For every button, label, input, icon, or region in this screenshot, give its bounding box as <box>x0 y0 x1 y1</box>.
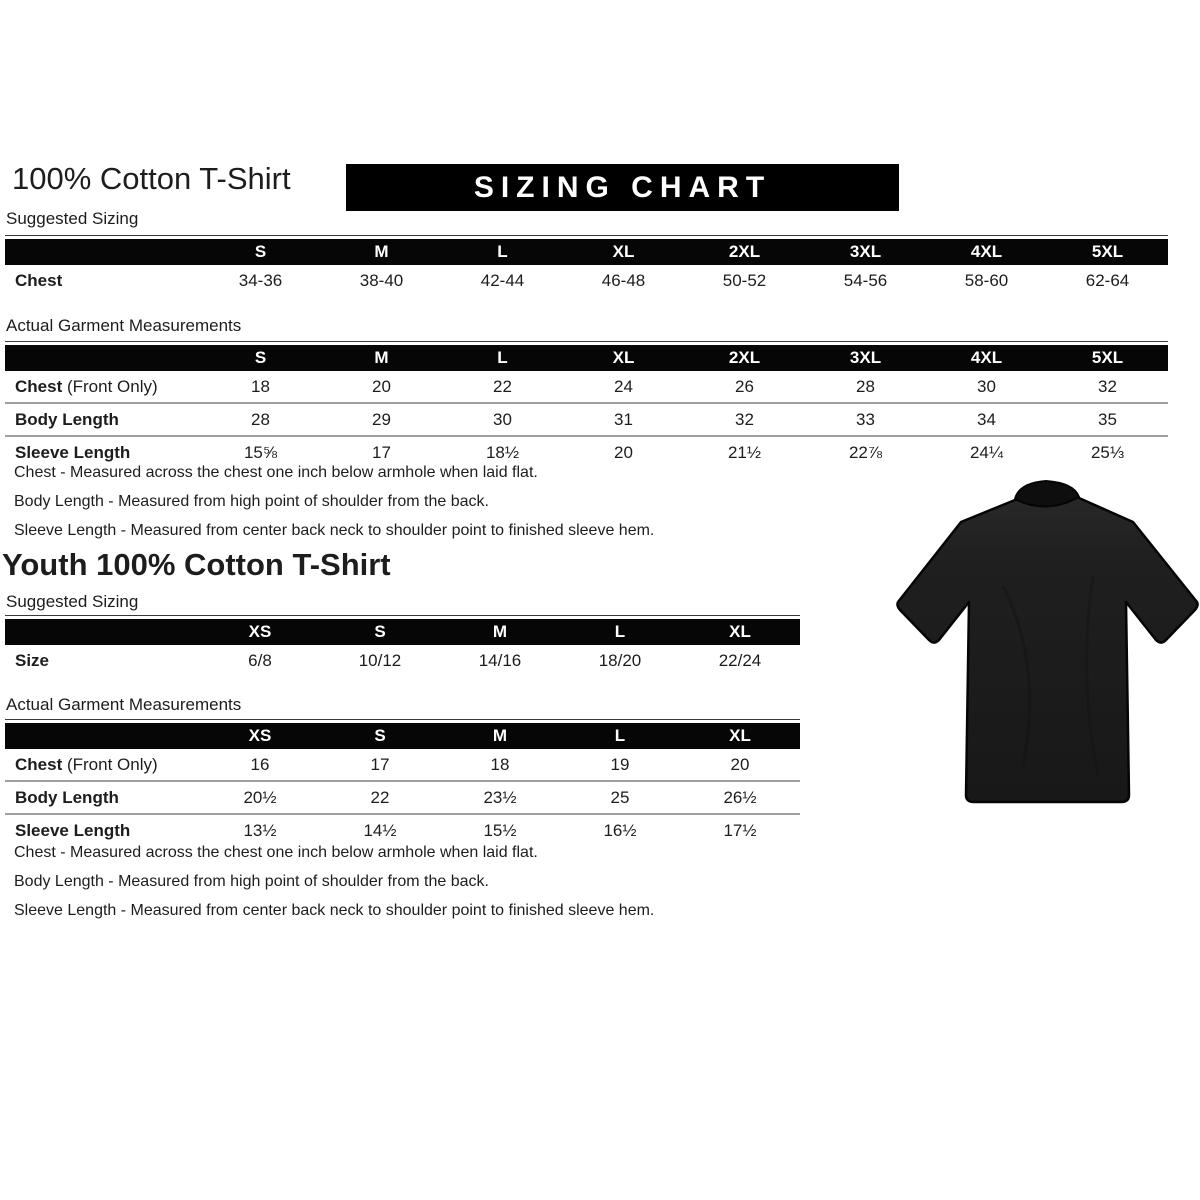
header-spacer <box>5 345 200 371</box>
size-header-cell: XL <box>729 622 751 641</box>
table-row <box>5 402 1168 435</box>
measurement-note: Sleeve Length - Measured from center back neck to shoulder point to finished sleeve hem. <box>14 902 655 919</box>
header-spacer <box>5 619 200 645</box>
table-row <box>5 645 800 676</box>
value-cell: 17½ <box>723 820 757 840</box>
header-spacer <box>5 723 200 749</box>
size-header-cell: M <box>374 242 389 261</box>
size-header-cell: 4XL <box>970 242 1003 261</box>
value-cell: 26½ <box>723 787 757 807</box>
adult-measurement-notes <box>14 463 654 550</box>
size-header-cell: L <box>497 242 508 261</box>
value-cell: 34-36 <box>238 270 283 290</box>
value-cell: 32 <box>1098 376 1117 396</box>
size-header-cell: M <box>374 348 389 367</box>
value-cell: 24 <box>614 376 633 396</box>
sizing-chart-banner <box>346 164 899 211</box>
value-cell: 18 <box>251 376 270 396</box>
value-cell: 17 <box>370 754 390 774</box>
value-cell: 15⅝ <box>243 442 278 462</box>
sizing-chart-banner-label: SIZING CHART <box>473 170 772 204</box>
value-cell: 16½ <box>603 820 637 840</box>
size-header-row <box>5 723 800 749</box>
size-header-cell: XS <box>248 726 272 745</box>
value-cell: 18 <box>490 754 510 774</box>
row-label: Chest (Front Only) <box>15 376 158 396</box>
value-cell: 22⅞ <box>848 442 883 462</box>
value-cell: 54-56 <box>843 270 888 290</box>
value-cell: 25 <box>610 787 630 807</box>
value-cell: 18/20 <box>598 650 642 670</box>
table-row <box>5 265 1168 296</box>
table-row <box>5 371 1168 402</box>
row-label: Sleeve Length <box>15 820 131 840</box>
youth-section-title: Youth 100% Cotton T-Shirt <box>2 547 391 582</box>
adult-suggested-sizing-label: Suggested Sizing <box>6 209 139 228</box>
measurement-note: Body Length - Measured from high point of shoulder from the back. <box>14 873 489 890</box>
value-cell: 18½ <box>485 442 520 462</box>
value-cell: 22 <box>493 376 512 396</box>
measurement-note: Sleeve Length - Measured from center back neck to shoulder point to finished sleeve hem. <box>14 522 655 539</box>
youth-garment-measurements-table <box>5 719 800 846</box>
size-header-cell: L <box>497 348 508 367</box>
row-label: Chest (Front Only) <box>15 754 158 774</box>
value-cell: 22/24 <box>718 650 762 670</box>
header-spacer <box>5 239 200 265</box>
size-header-row <box>5 345 1168 371</box>
youth-measurement-notes <box>14 843 654 930</box>
value-cell: 24¼ <box>969 442 1004 462</box>
value-cell: 20 <box>614 442 633 462</box>
table-row <box>5 813 800 846</box>
adult-section-title: 100% Cotton T-Shirt <box>12 161 291 196</box>
row-label: Body Length <box>15 409 119 429</box>
adult-garment-measurements-table <box>5 341 1168 468</box>
size-header-cell: XL <box>612 242 635 261</box>
value-cell: 38-40 <box>359 270 404 290</box>
size-header-cell: XL <box>729 726 751 745</box>
value-cell: 20 <box>372 376 391 396</box>
value-cell: 17 <box>372 442 391 462</box>
value-cell: 58-60 <box>964 270 1009 290</box>
black-tshirt-image <box>893 466 1200 814</box>
adult-suggested-sizing-table <box>5 235 1168 296</box>
value-cell: 25⅓ <box>1090 442 1125 462</box>
value-cell: 30 <box>493 409 512 429</box>
youth-suggested-sizing-table <box>5 615 800 676</box>
table-row <box>5 780 800 813</box>
size-header-cell: L <box>614 622 626 641</box>
measurement-note: Chest - Measured across the chest one inch below armhole when laid flat. <box>14 844 538 861</box>
value-cell: 34 <box>977 409 996 429</box>
size-header-cell: 4XL <box>970 348 1003 367</box>
value-cell: 6/8 <box>248 650 272 670</box>
size-header-cell: 5XL <box>1091 348 1124 367</box>
size-header-cell: S <box>254 242 267 261</box>
size-header-cell: XL <box>612 348 635 367</box>
table-row <box>5 749 800 780</box>
size-header-cell: S <box>374 622 386 641</box>
youth-garment-measurements-label: Actual Garment Measurements <box>6 695 242 714</box>
tshirt-illustration <box>893 466 1200 814</box>
tshirt-body <box>897 483 1197 802</box>
value-cell: 22 <box>370 787 390 807</box>
value-cell: 62-64 <box>1085 270 1130 290</box>
measurement-note: Chest - Measured across the chest one inch below armhole when laid flat. <box>14 464 538 481</box>
value-cell: 46-48 <box>601 270 646 290</box>
size-header-cell: 3XL <box>849 242 882 261</box>
value-cell: 20 <box>730 754 750 774</box>
value-cell: 10/12 <box>358 650 402 670</box>
row-label: Sleeve Length <box>15 442 131 462</box>
value-cell: 15½ <box>483 820 517 840</box>
size-header-cell: M <box>492 726 508 745</box>
value-cell: 28 <box>856 376 875 396</box>
size-header-cell: S <box>254 348 267 367</box>
row-label: Size <box>15 650 50 670</box>
value-cell: 42-44 <box>480 270 525 290</box>
value-cell: 32 <box>735 409 754 429</box>
youth-suggested-sizing-label: Suggested Sizing <box>6 592 139 611</box>
value-cell: 50-52 <box>722 270 767 290</box>
size-header-cell: L <box>614 726 626 745</box>
value-cell: 21½ <box>727 442 762 462</box>
size-header-row <box>5 239 1168 265</box>
value-cell: 16 <box>250 754 270 774</box>
value-cell: 29 <box>372 409 391 429</box>
size-header-cell: XS <box>248 622 272 641</box>
size-header-cell: 2XL <box>728 348 761 367</box>
value-cell: 35 <box>1098 409 1117 429</box>
value-cell: 23½ <box>483 787 517 807</box>
row-label: Body Length <box>15 787 119 807</box>
measurement-note: Body Length - Measured from high point of shoulder from the back. <box>14 493 489 510</box>
value-cell: 19 <box>610 754 630 774</box>
value-cell: 30 <box>977 376 996 396</box>
value-cell: 31 <box>614 409 633 429</box>
value-cell: 13½ <box>243 820 277 840</box>
value-cell: 28 <box>251 409 270 429</box>
value-cell: 26 <box>735 376 754 396</box>
value-cell: 20½ <box>243 787 277 807</box>
adult-garment-measurements-label: Actual Garment Measurements <box>6 316 242 335</box>
row-label: Chest <box>15 270 63 290</box>
size-header-cell: 2XL <box>728 242 761 261</box>
size-header-row <box>5 619 800 645</box>
value-cell: 33 <box>856 409 875 429</box>
value-cell: 14/16 <box>478 650 522 670</box>
size-header-cell: 3XL <box>849 348 882 367</box>
size-header-cell: M <box>492 622 508 641</box>
size-header-cell: S <box>374 726 386 745</box>
size-header-cell: 5XL <box>1091 242 1124 261</box>
value-cell: 14½ <box>363 820 397 840</box>
